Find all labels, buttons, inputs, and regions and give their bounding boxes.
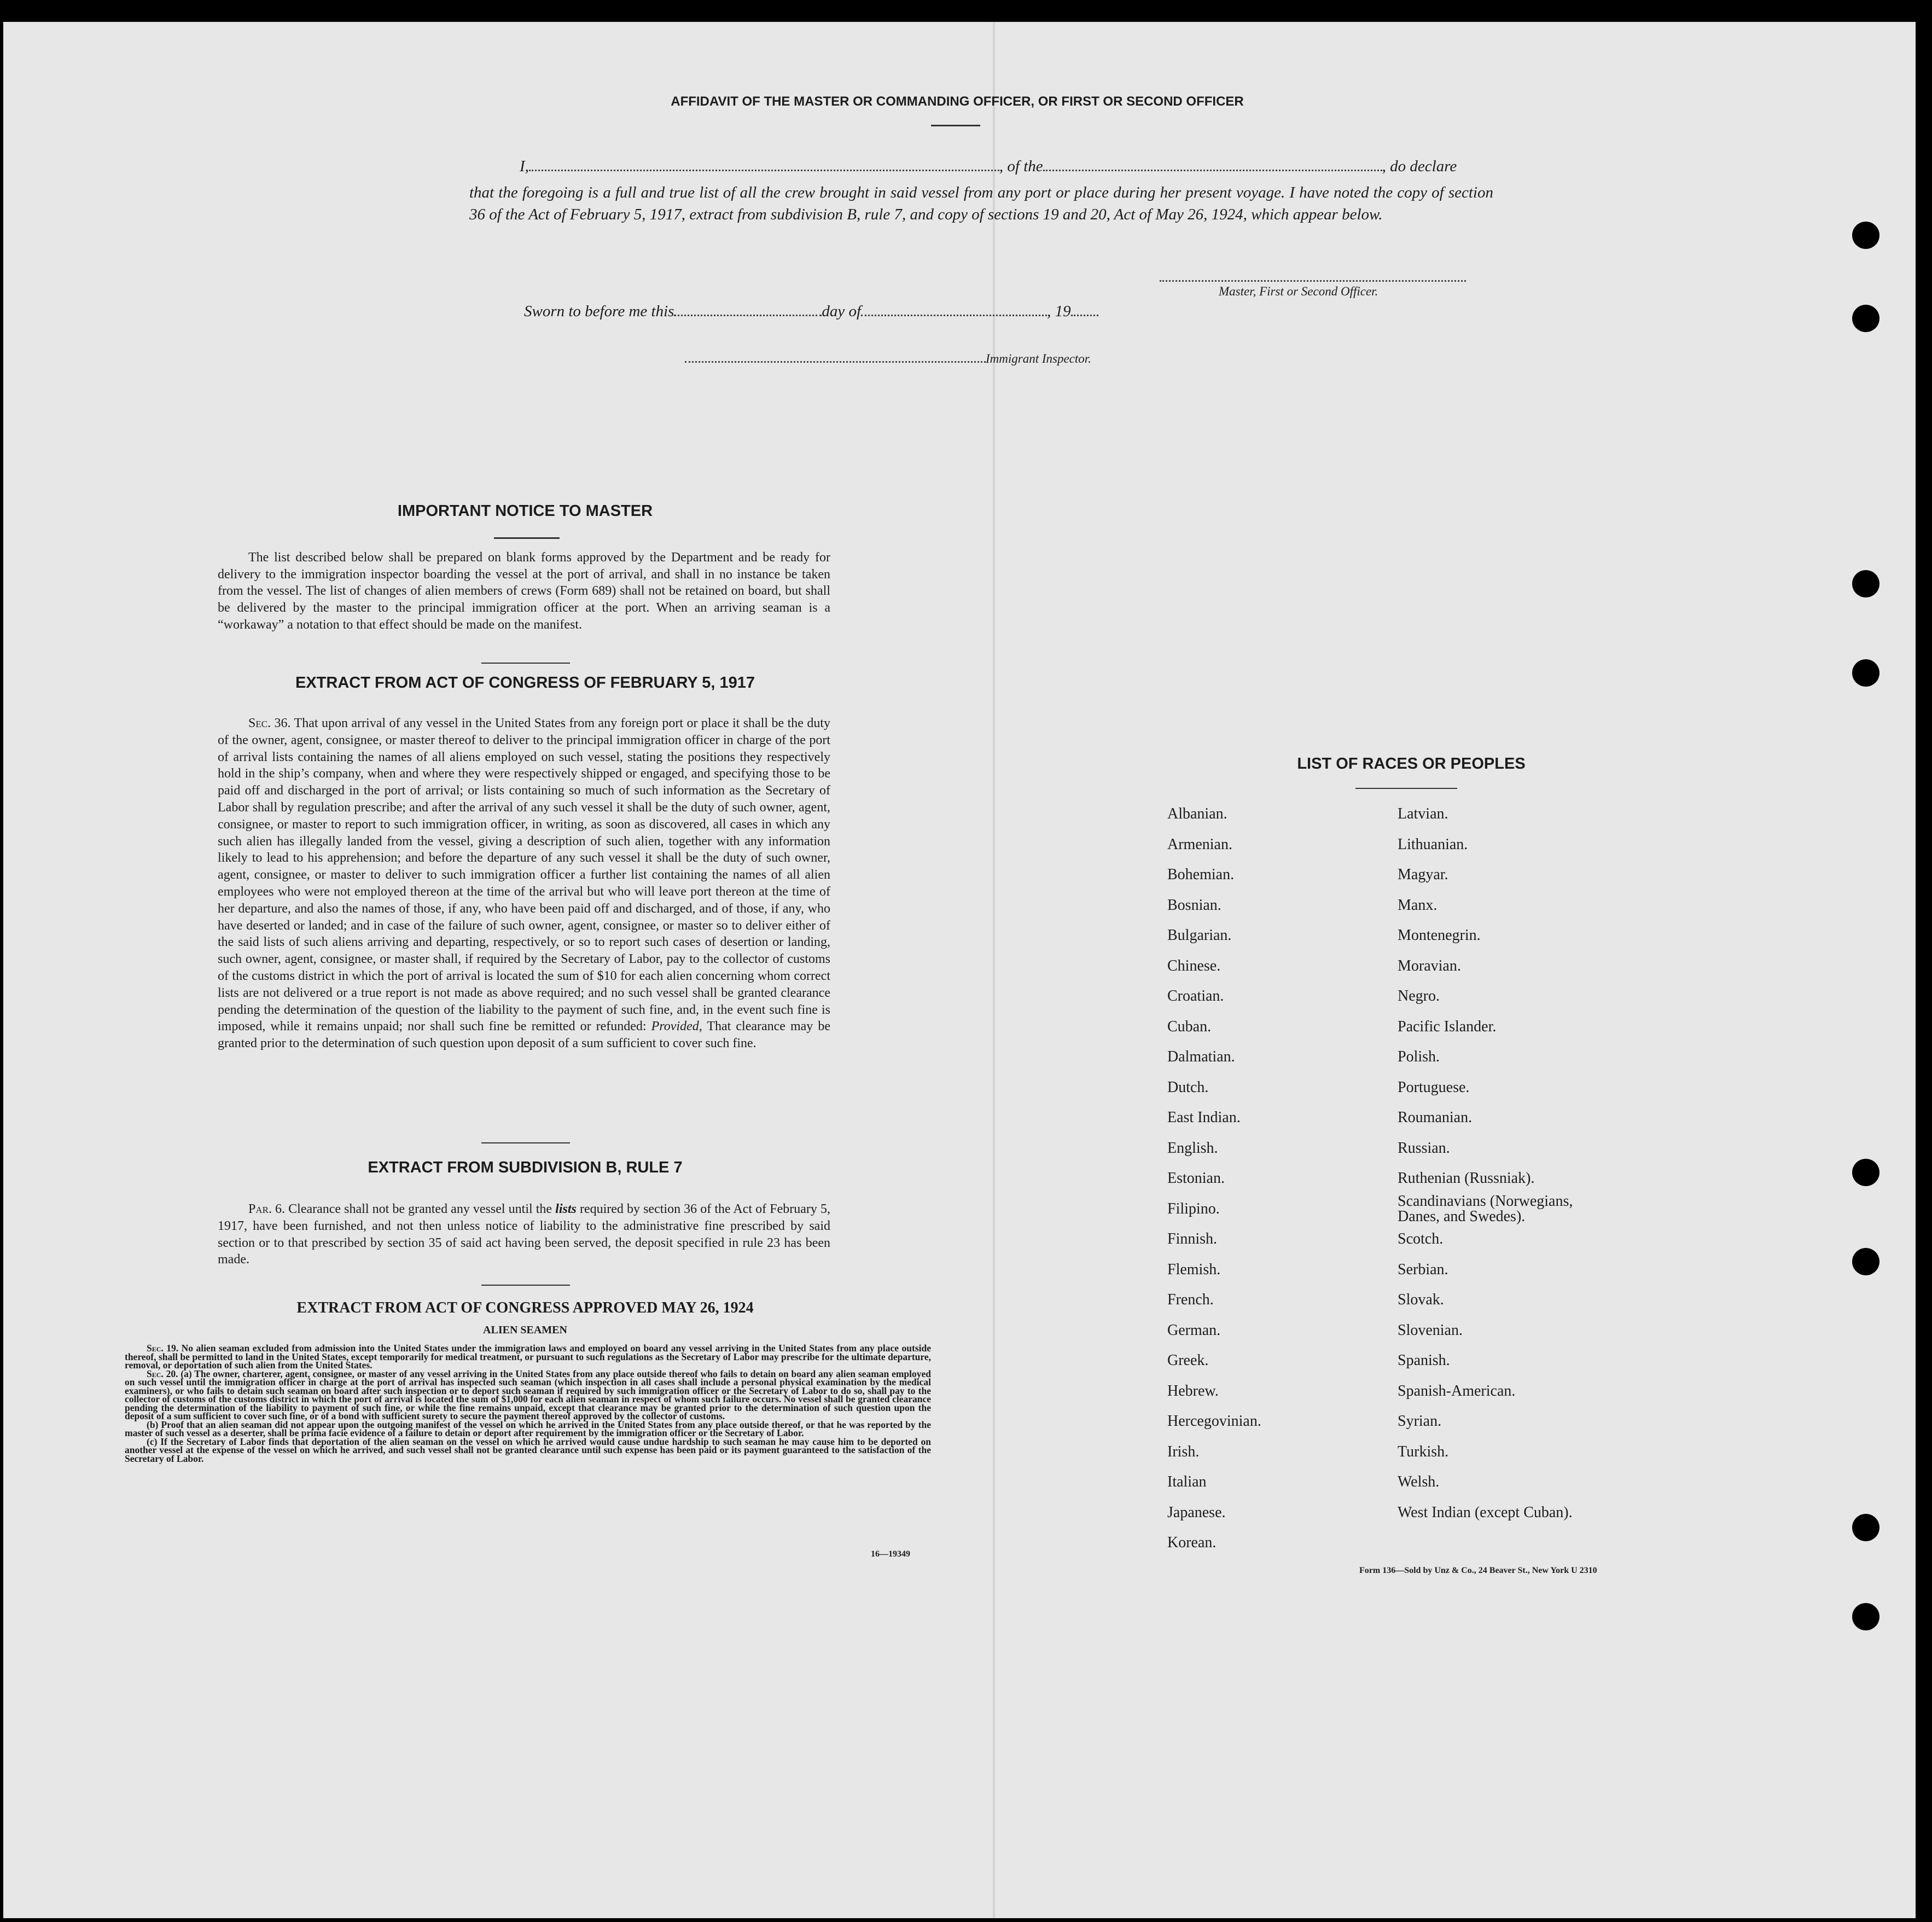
race-item: Syrian. <box>1398 1413 1442 1430</box>
binder-hole <box>1852 1514 1879 1541</box>
binder-hole <box>1852 1159 1879 1186</box>
notice-title: IMPORTANT NOTICE TO MASTER <box>397 502 653 520</box>
race-item: Bulgarian. <box>1167 927 1232 944</box>
vessel-label: , of the <box>999 158 1043 175</box>
race-item: English. <box>1167 1139 1218 1157</box>
race-item: Turkish. <box>1398 1443 1449 1460</box>
race-item: Slovenian. <box>1398 1321 1463 1339</box>
race-item: West Indian (except Cuban). <box>1398 1503 1573 1521</box>
affidavit-declaration-line <box>520 158 1493 176</box>
section-label: Sec. 19. <box>147 1343 179 1354</box>
extract-1917-title: EXTRACT FROM ACT OF CONGRESS OF FEBRUARY 5, 1917 <box>295 674 755 692</box>
sec20a-text: (a) The owner, charterer, agent, consignee, or master of any vessel arriving in the United States from any place outside thereof who fails to detain on board any alien seaman employed on such vessel until the immigration officer in charge at the port of arrival has inspected such seaman (which inspection in all cases shall include a personal physical examination by the medical examiners), or who fails to detain such seaman on board after such inspection or to deport such seaman if required by such immigration officer or the Secretary of Labor to do so, shall pay to the collector of customs of the customs district in which the port of arrival is located the sum of $1,000 for each alien seaman in respect of whom such failure occurs. No vessel shall be granted clearance pending the determination of the liability to payment of such fine, or while the fine remains unpaid, except that clearance may be granted prior to the determination of such question upon the deposit of a sum sufficient to cover such fine, or of a bond with sufficient surety to secure the payment thereof approved by the collector of customs. <box>125 1368 932 1421</box>
declarant-label: I, <box>520 158 529 175</box>
rule7-text: Clearance shall not be granted any vessel until the <box>288 1202 552 1216</box>
races-right-column <box>1398 799 1573 1528</box>
binder-hole <box>1852 570 1879 597</box>
rule7-text-end: required by section 36 of the Act of February 5, 1917, have been furnished, and not then unless notice of liability to the administrative fine prescribed by said section or to that prescribed by section 35 of said act having been served, the deposit specified in rule 23 has been made. <box>218 1202 830 1267</box>
race-item: Manx. <box>1398 896 1438 914</box>
race-item: Portuguese. <box>1398 1078 1470 1096</box>
race-item: Albanian. <box>1167 805 1227 822</box>
divider <box>481 1285 570 1286</box>
race-item: Scandinavians (Norwegians, <box>1398 1192 1573 1210</box>
race-item: Korean. <box>1167 1534 1217 1551</box>
binder-hole <box>1852 222 1879 249</box>
race-item: Latvian. <box>1398 805 1448 822</box>
race-item: Welsh. <box>1398 1473 1440 1490</box>
race-item: Pacific Islander. <box>1398 1018 1497 1035</box>
race-item: Magyar. <box>1398 866 1448 883</box>
race-item: Danes, and Swedes). <box>1398 1207 1526 1225</box>
race-item: Bosnian. <box>1167 896 1221 914</box>
races-title: LIST OF RACES OR PEOPLES <box>1297 755 1526 773</box>
sworn-line <box>524 303 1098 321</box>
extract-1924-subtitle: ALIEN SEAMEN <box>483 1324 567 1336</box>
master-signature-field[interactable] <box>1160 280 1466 282</box>
race-item: Armenian. <box>1167 835 1232 853</box>
race-item: Irish. <box>1167 1443 1200 1460</box>
race-item: Finnish. <box>1167 1230 1218 1247</box>
inspector-line <box>685 352 1091 366</box>
lists-word: lists <box>555 1202 577 1216</box>
race-item: Serbian. <box>1398 1261 1448 1278</box>
divider <box>481 663 570 664</box>
form-footer: Form 136—Sold by Unz & Co., 24 Beaver St., New York U 2310 <box>1359 1566 1597 1575</box>
rule7-title: EXTRACT FROM SUBDIVISION B, RULE 7 <box>368 1159 683 1176</box>
sworn-label: Sworn to before me this <box>524 303 674 320</box>
race-item: Negro. <box>1398 988 1440 1004</box>
race-item: French. <box>1167 1291 1214 1308</box>
race-item: Montenegrin. <box>1398 927 1481 944</box>
race-item: Spanish. <box>1398 1352 1450 1369</box>
race-item: Filipino. <box>1167 1200 1220 1217</box>
year-label: , 19 <box>1047 303 1071 320</box>
race-item: Scotch. <box>1398 1230 1444 1247</box>
race-item: Hercegovinian. <box>1167 1413 1261 1430</box>
race-item: Russian. <box>1398 1139 1450 1157</box>
sworn-year-field[interactable] <box>1071 315 1098 316</box>
sec19-text: No alien seaman excluded from admission into the United States under the immigration laws and employed on board any vessel arriving in the United States from any place outside thereof, shall be permitted to land in the United States, except temporarily for medical treatment, or pursuant to such regulations as the Secretary of Labor may prescribe for the ultimate departure, removal, or deportation of such alien from the United States. <box>125 1343 931 1371</box>
master-signature-label: Master, First or Second Officer. <box>1219 284 1378 298</box>
race-item: East Indian. <box>1167 1109 1241 1126</box>
race-item: Roumanian. <box>1398 1109 1473 1126</box>
affidavit-title: AFFIDAVIT OF THE MASTER OR COMMANDING OFFICER, OR FIRST OR SECOND OFFICER <box>671 94 1244 109</box>
race-item: Moravian. <box>1398 957 1461 974</box>
section-text-end: That clearance may be granted prior to the determination of such question upon deposit of a sum sufficient to cover such fine. <box>218 1019 831 1051</box>
day-of-label: day of <box>822 303 862 320</box>
sec19-paragraph <box>125 1344 931 1370</box>
provided-word: Provided, <box>651 1019 702 1034</box>
divider <box>1355 788 1457 789</box>
vessel-name-field[interactable] <box>1043 170 1382 171</box>
paragraph-label: Par. 6. <box>248 1202 286 1216</box>
race-item: Japanese. <box>1167 1503 1226 1521</box>
binder-hole <box>1852 305 1879 332</box>
race-item: Hebrew. <box>1167 1382 1219 1400</box>
section-text: That upon arrival of any vessel in the United States from any foreign port or place it shall be the duty of the owner, agent, consignee, or master thereof to deliver to the principal immigration officer in charge of the port of arrival lists containing the names of all aliens employed on such vessel, stating the positions they respectively hold in the ship’s company, when and where they were respectively shipped or engaged, and specifying those to be paid off and discharged in the port of arrival; or lists containing so much of such information as the Secretary of Labor shall by regulation prescribe; and after the arrival of any such vessel it shall be the duty of such owner, agent, consignee, or master to report to such immigration officer, in writing, as soon as discovered, all cases in which any such alien has illegally landed from the vessel, giving a description of such alien, together with any information likely to lead to his apprehension; and before the departure of any such vessel it shall be the duty of such owner, agent, consignee, or master to deliver to such immigration officer a further list containing the names of all alien employees who were not employed thereon at the time of the arrival but who will leave port thereon at the time of her departure, and also the names of those, if any, who have been paid off and discharged, and of those, if any, who have deserted or landed; and in case of the failure of such owner, agent, consignee, or master so to deliver either of the said lists of such aliens arriving and departing, respectively, or so to report such cases of desertion or landing, such owner, agent, consignee, or master shall, if required by the Secretary of Labor, pay to the collector of customs of the customs district in which the port of arrival is located the sum of $10 for each alien concerning whom correct lists are not delivered or a true report is not made as above required; and no such vessel shall be granted clearance pending the determination of the question of the liability to the payment of such fine, and, in the event such fine is imposed, while it remains unpaid; nor shall such fine be remitted or refunded: <box>218 716 830 1034</box>
extract-1924-title: EXTRACT FROM ACT OF CONGRESS APPROVED MAY 26, 1924 <box>296 1299 754 1316</box>
race-item: German. <box>1167 1321 1221 1339</box>
rule7-body <box>218 1201 830 1268</box>
sec20c-paragraph: (c) If the Secretary of Labor finds that deportation of the alien seaman on the vessel on which he arrived would cause undue hardship to such seaman he may cause him to be deported on another vessel at the expense of the vessel on which he arrived, and such vessel shall not be granted clearance until such expense has been paid or its payment guaranteed to the satisfaction of the Secretary of Labor. <box>125 1436 931 1464</box>
race-item: Polish. <box>1398 1048 1440 1065</box>
race-item: Slovak. <box>1398 1291 1444 1308</box>
inspector-signature-field[interactable] <box>685 361 986 363</box>
race-item: Croatian. <box>1167 988 1224 1004</box>
race-item: Flemish. <box>1167 1261 1221 1278</box>
sworn-day-field[interactable] <box>674 315 822 316</box>
races-left-column <box>1167 799 1261 1558</box>
form-code: 16—19349 <box>871 1549 910 1559</box>
declare-label: , do declare <box>1382 158 1457 175</box>
race-item: Lithuanian. <box>1398 835 1468 853</box>
sworn-month-field[interactable] <box>861 315 1047 316</box>
section-label: Sec. 36. <box>248 716 291 730</box>
extract-1917-body <box>218 715 830 1052</box>
race-item: Ruthenian (Russniak). <box>1398 1170 1535 1187</box>
affidavit-body: that the foregoing is a full and true list of all the crew brought in said vessel from any port or place during her present voyage. I have noted the copy of section 36 of the Act of February 5, 1917, extract from subdivision B, rule 7, and copy of sections 19 and 20, Act of May 26, 1924, which appear below. <box>469 184 1493 223</box>
race-item: Dalmatian. <box>1167 1048 1235 1065</box>
race-item: Dutch. <box>1167 1078 1209 1096</box>
inspector-label: Immigrant Inspector. <box>986 352 1091 365</box>
divider <box>481 1142 570 1143</box>
extract-1924-body <box>125 1344 931 1463</box>
divider <box>931 125 980 126</box>
divider <box>494 537 560 539</box>
binder-hole <box>1852 659 1879 687</box>
sec20a-paragraph <box>125 1370 931 1421</box>
declarant-name-field[interactable] <box>529 170 999 171</box>
race-item: Chinese. <box>1167 957 1221 974</box>
race-item: Italian <box>1167 1473 1207 1490</box>
section-label: Sec. 20. <box>147 1368 178 1379</box>
race-item: Cuban. <box>1167 1018 1212 1035</box>
notice-body: The list described below shall be prepared on blank forms approved by the Department and be ready for delivery to the immigration inspector boarding the vessel at the port of arrival, and shall in no instance be taken from the vessel. The list of changes of alien members of crews (Form 689) shall not be retained on board, but shall be delivered by the master to the principal immigration officer at the port. When an arriving seaman is a “workaway” a notation to that effect should be made on the manifest. <box>218 550 830 632</box>
race-item: Spanish-American. <box>1398 1382 1516 1400</box>
race-item: Bohemian. <box>1167 866 1235 883</box>
race-item: Estonian. <box>1167 1170 1225 1187</box>
binder-hole <box>1852 1603 1879 1630</box>
race-item: Greek. <box>1167 1352 1209 1369</box>
binder-hole <box>1852 1248 1879 1275</box>
sec20b-paragraph: (b) Proof that an alien seaman did not appear upon the outgoing manifest of the vessel on which he arrived in the United States from any place outside thereof, or that he was reported by the master of such vessel as a deserter, shall be prima facie evidence of a failure to detain or deport after requirement by the immigration officer or the Secretary of Labor. <box>125 1419 931 1438</box>
